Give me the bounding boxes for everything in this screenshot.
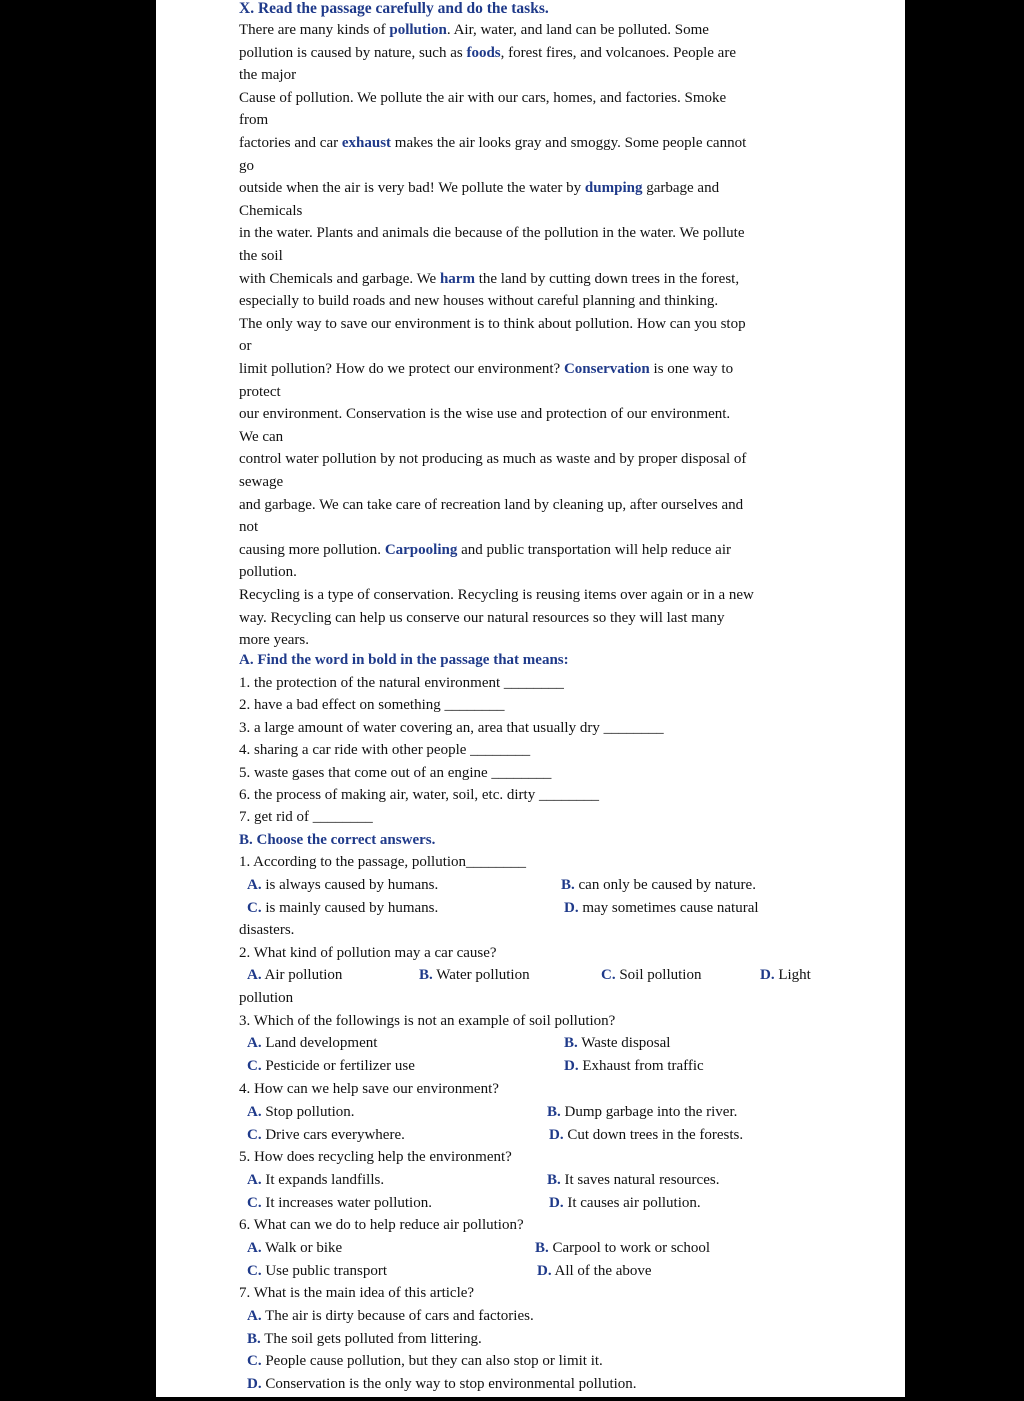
passage-text: We can bbox=[239, 428, 284, 445]
option-text: may sometimes cause natural bbox=[578, 900, 759, 916]
option-letter: B. bbox=[535, 1240, 549, 1256]
passage-line bbox=[239, 292, 718, 310]
answer-option[interactable] bbox=[247, 966, 342, 984]
passage-line bbox=[239, 496, 743, 514]
option-text: Waste disposal bbox=[577, 1035, 671, 1051]
passage-line bbox=[239, 609, 725, 627]
passage-text: and public transportation will help reduce air bbox=[457, 541, 731, 558]
question: 7. What is the main idea of this article? bbox=[239, 1285, 475, 1301]
answer-option[interactable] bbox=[537, 1262, 652, 1280]
answer-option[interactable] bbox=[549, 1126, 743, 1144]
option-text: is mainly caused by humans. bbox=[261, 900, 439, 916]
exercise-title: X. Read the passage carefully and do the tasks. bbox=[239, 0, 549, 17]
question: 4. How can we help save our environment? bbox=[239, 1081, 499, 1097]
answer-option[interactable] bbox=[247, 1171, 384, 1189]
option-text: It saves natural resources. bbox=[560, 1172, 720, 1188]
answer-option[interactable] bbox=[535, 1239, 710, 1257]
option-text: The soil gets polluted from littering. bbox=[260, 1331, 482, 1347]
option-wrap-text: pollution bbox=[239, 990, 294, 1006]
passage-text: or bbox=[239, 338, 252, 355]
option-letter: D. bbox=[537, 1263, 552, 1279]
answer-option[interactable] bbox=[247, 1239, 342, 1257]
vocab-item: 7. get rid of ________ bbox=[239, 809, 373, 826]
vocab-item: 3. a large amount of water covering an, area that usually dry ________ bbox=[239, 719, 664, 736]
passage-line bbox=[239, 202, 302, 220]
option-letter: D. bbox=[760, 967, 775, 983]
passage-line bbox=[239, 134, 746, 152]
question: 1. According to the passage, pollution________ bbox=[239, 854, 527, 870]
passage-line bbox=[239, 631, 309, 649]
answer-option[interactable] bbox=[419, 966, 530, 984]
option-text: The air is dirty because of cars and factories. bbox=[261, 1308, 534, 1324]
bold-word: foods bbox=[466, 44, 501, 61]
vocab-item: 4. sharing a car ride with other people ________ bbox=[239, 742, 531, 759]
passage-line bbox=[239, 541, 731, 559]
bold-word: harm bbox=[439, 270, 475, 287]
option-letter: B. bbox=[547, 1172, 561, 1188]
option-letter: A. bbox=[247, 1104, 262, 1120]
option-text: Dump garbage into the river. bbox=[560, 1104, 738, 1120]
option-text: Use public transport bbox=[261, 1263, 387, 1279]
passage-text: Chemicals bbox=[239, 202, 303, 219]
option-letter: A. bbox=[247, 1172, 262, 1188]
passage-text: There are many kinds of bbox=[239, 22, 390, 38]
option-letter: D. bbox=[549, 1195, 564, 1211]
option-letter: B. bbox=[564, 1035, 578, 1051]
option-letter: A. bbox=[247, 967, 262, 983]
worksheet-page bbox=[156, 0, 905, 1397]
answer-option[interactable] bbox=[247, 1352, 603, 1370]
option-letter: D. bbox=[247, 1376, 262, 1392]
passage-text: . Air, water, and land can be polluted. Some bbox=[446, 22, 709, 38]
vocab-item: 5. waste gases that come out of an engine ________ bbox=[239, 764, 552, 781]
option-text: Land development bbox=[261, 1035, 378, 1051]
option-letter: A. bbox=[247, 1240, 262, 1256]
option-text: Air pollution bbox=[261, 967, 343, 983]
option-letter: C. bbox=[247, 1195, 262, 1211]
passage-line bbox=[239, 66, 296, 84]
passage-line bbox=[239, 111, 268, 129]
option-letter: A. bbox=[247, 1308, 262, 1324]
passage-text: with Chemicals and garbage. We bbox=[239, 270, 440, 287]
option-letter: B. bbox=[561, 877, 575, 893]
passage-line bbox=[239, 586, 754, 604]
option-letter: D. bbox=[564, 1058, 579, 1074]
answer-option[interactable] bbox=[561, 876, 756, 894]
option-letter: C. bbox=[601, 967, 616, 983]
option-text: Carpool to work or school bbox=[548, 1240, 710, 1256]
passage-line bbox=[239, 315, 746, 333]
option-text: Exhaust from traffic bbox=[578, 1058, 704, 1074]
passage-line bbox=[239, 360, 733, 378]
passage-text: sewage bbox=[239, 474, 284, 490]
passage-text: not bbox=[239, 519, 259, 536]
option-letter: C. bbox=[247, 900, 262, 916]
answer-option[interactable] bbox=[564, 899, 759, 917]
passage-text: way. Recycling can help us conserve our natural resources so they will last many bbox=[239, 609, 725, 626]
vocab-item: 1. the protection of the natural environment ________ bbox=[239, 675, 564, 691]
answer-option[interactable] bbox=[564, 1057, 704, 1075]
option-text: Light bbox=[774, 967, 811, 983]
option-text: Stop pollution. bbox=[261, 1104, 355, 1120]
option-letter: C. bbox=[247, 1263, 262, 1279]
option-letter: D. bbox=[549, 1127, 564, 1143]
passage-text: Cause of pollution. We pollute the air with our cars, homes, and factories. Smoke bbox=[239, 89, 727, 106]
passage-text: go bbox=[239, 157, 254, 174]
vocab-item: 2. have a bad effect on something ________ bbox=[239, 697, 505, 714]
question: 6. What can we do to help reduce air pollution? bbox=[239, 1217, 524, 1233]
answer-option[interactable] bbox=[760, 966, 811, 984]
option-text: Water pollution bbox=[432, 967, 530, 983]
passage-line bbox=[239, 473, 283, 491]
passage-line bbox=[239, 157, 254, 175]
option-letter: B. bbox=[247, 1331, 261, 1347]
answer-option[interactable] bbox=[247, 1057, 415, 1075]
option-letter: C. bbox=[247, 1058, 262, 1074]
passage-line bbox=[239, 224, 744, 242]
passage-line bbox=[239, 21, 709, 39]
option-letter: D. bbox=[564, 900, 579, 916]
passage-line bbox=[239, 44, 736, 62]
passage-text: causing more pollution. bbox=[239, 541, 385, 558]
section-b-heading: B. Choose the correct answers. bbox=[239, 832, 436, 848]
passage-text: limit pollution? How do we protect our environment? bbox=[239, 361, 564, 377]
passage-line bbox=[239, 247, 283, 265]
option-text: Pesticide or fertilizer use bbox=[261, 1058, 415, 1074]
question: 3. Which of the followings is not an example of soil pollution? bbox=[239, 1013, 616, 1029]
answer-option[interactable] bbox=[247, 899, 438, 917]
option-text: People cause pollution, but they can also stop or limit it. bbox=[261, 1353, 603, 1369]
option-letter: B. bbox=[547, 1104, 561, 1120]
passage-text: factories and car bbox=[239, 135, 342, 151]
answer-option[interactable] bbox=[547, 1103, 737, 1121]
option-text: It expands landfills. bbox=[261, 1172, 385, 1188]
option-text: is always caused by humans. bbox=[261, 877, 439, 893]
passage-text: and garbage. We can take care of recreation land by cleaning up, after ourselves and bbox=[239, 496, 744, 513]
option-text: Soil pollution bbox=[615, 967, 702, 983]
option-letter: B. bbox=[419, 967, 433, 983]
answer-option[interactable] bbox=[247, 1126, 405, 1144]
passage-text: Recycling is a type of conservation. Recycling is reusing items over again or in a new bbox=[239, 587, 754, 603]
question: 2. What kind of pollution may a car cause? bbox=[239, 945, 497, 961]
answer-option[interactable] bbox=[601, 966, 701, 984]
passage-text: the major bbox=[239, 67, 297, 84]
passage-text: pollution. bbox=[239, 564, 297, 581]
option-text: All of the above bbox=[551, 1263, 652, 1279]
passage-text: , forest fires, and volcanoes. People are bbox=[500, 44, 736, 61]
option-text: Conservation is the only way to stop environmental pollution. bbox=[261, 1376, 637, 1392]
passage-text: the soil bbox=[239, 248, 283, 264]
bold-word: exhaust bbox=[341, 135, 392, 151]
passage-text: is one way to bbox=[649, 361, 734, 377]
passage-line bbox=[239, 383, 281, 401]
passage-text: our environment. Conservation is the wise use and protection of our environment. bbox=[239, 406, 731, 423]
passage-line bbox=[239, 405, 730, 423]
option-text: It causes air pollution. bbox=[563, 1195, 701, 1211]
bold-word: Carpooling bbox=[384, 541, 458, 558]
option-text: can only be caused by nature. bbox=[574, 877, 756, 893]
passage-text: protect bbox=[239, 383, 281, 400]
question: 5. How does recycling help the environment? bbox=[239, 1149, 512, 1165]
option-letter: C. bbox=[247, 1127, 262, 1143]
passage-text: more years. bbox=[239, 632, 309, 649]
bold-word: dumping bbox=[584, 180, 643, 197]
passage-text: from bbox=[239, 112, 269, 129]
answer-option[interactable] bbox=[564, 1034, 670, 1052]
passage-text: the land by cutting down trees in the forest, bbox=[474, 270, 740, 287]
passage-line bbox=[239, 270, 739, 288]
option-text: Cut down trees in the forests. bbox=[563, 1127, 744, 1143]
passage-text: in the water. Plants and animals die because of the pollution in the water. We pollute bbox=[239, 225, 745, 242]
answer-option[interactable] bbox=[247, 1330, 482, 1348]
answer-option[interactable] bbox=[247, 1307, 534, 1325]
bold-word: Conservation bbox=[563, 361, 650, 377]
option-letter: A. bbox=[247, 1035, 262, 1051]
answer-option[interactable] bbox=[247, 1194, 432, 1212]
passage-text: makes the air looks gray and smoggy. Some people cannot bbox=[391, 135, 747, 151]
option-text: Drive cars everywhere. bbox=[261, 1127, 405, 1143]
option-wrap-text: disasters. bbox=[239, 922, 295, 938]
passage-text: control water pollution by not producing as much as waste and by proper disposal of bbox=[239, 451, 747, 468]
passage-text: The only way to save our environment is to think about pollution. How can you stop bbox=[239, 315, 746, 332]
answer-option[interactable] bbox=[247, 1375, 637, 1393]
answer-option[interactable] bbox=[247, 1034, 377, 1052]
vocab-item: 6. the process of making air, water, soil, etc. dirty ________ bbox=[239, 787, 599, 803]
answer-option[interactable] bbox=[549, 1194, 701, 1212]
passage-line bbox=[239, 450, 746, 468]
option-letter: C. bbox=[247, 1353, 262, 1369]
passage-text: garbage and bbox=[642, 180, 720, 197]
passage-line bbox=[239, 337, 252, 355]
passage-line bbox=[239, 518, 258, 536]
passage-text: especially to build roads and new houses without careful planning and thinking. bbox=[239, 293, 719, 310]
answer-option[interactable] bbox=[247, 1262, 387, 1280]
option-text: It increases water pollution. bbox=[261, 1195, 432, 1211]
section-a-heading: A. Find the word in bold in the passage that means: bbox=[239, 652, 569, 668]
passage-line bbox=[239, 179, 719, 197]
passage-text: pollution is caused by nature, such as bbox=[239, 44, 467, 61]
answer-option[interactable] bbox=[547, 1171, 719, 1189]
bold-word: pollution bbox=[389, 22, 447, 38]
option-letter: A. bbox=[247, 877, 262, 893]
passage-line bbox=[239, 428, 283, 446]
passage-line bbox=[239, 563, 297, 581]
answer-option[interactable] bbox=[247, 1103, 355, 1121]
option-text: Walk or bike bbox=[261, 1240, 343, 1256]
passage-line bbox=[239, 89, 726, 107]
passage-text: outside when the air is very bad! We pollute the water by bbox=[239, 180, 585, 197]
answer-option[interactable] bbox=[247, 876, 438, 894]
